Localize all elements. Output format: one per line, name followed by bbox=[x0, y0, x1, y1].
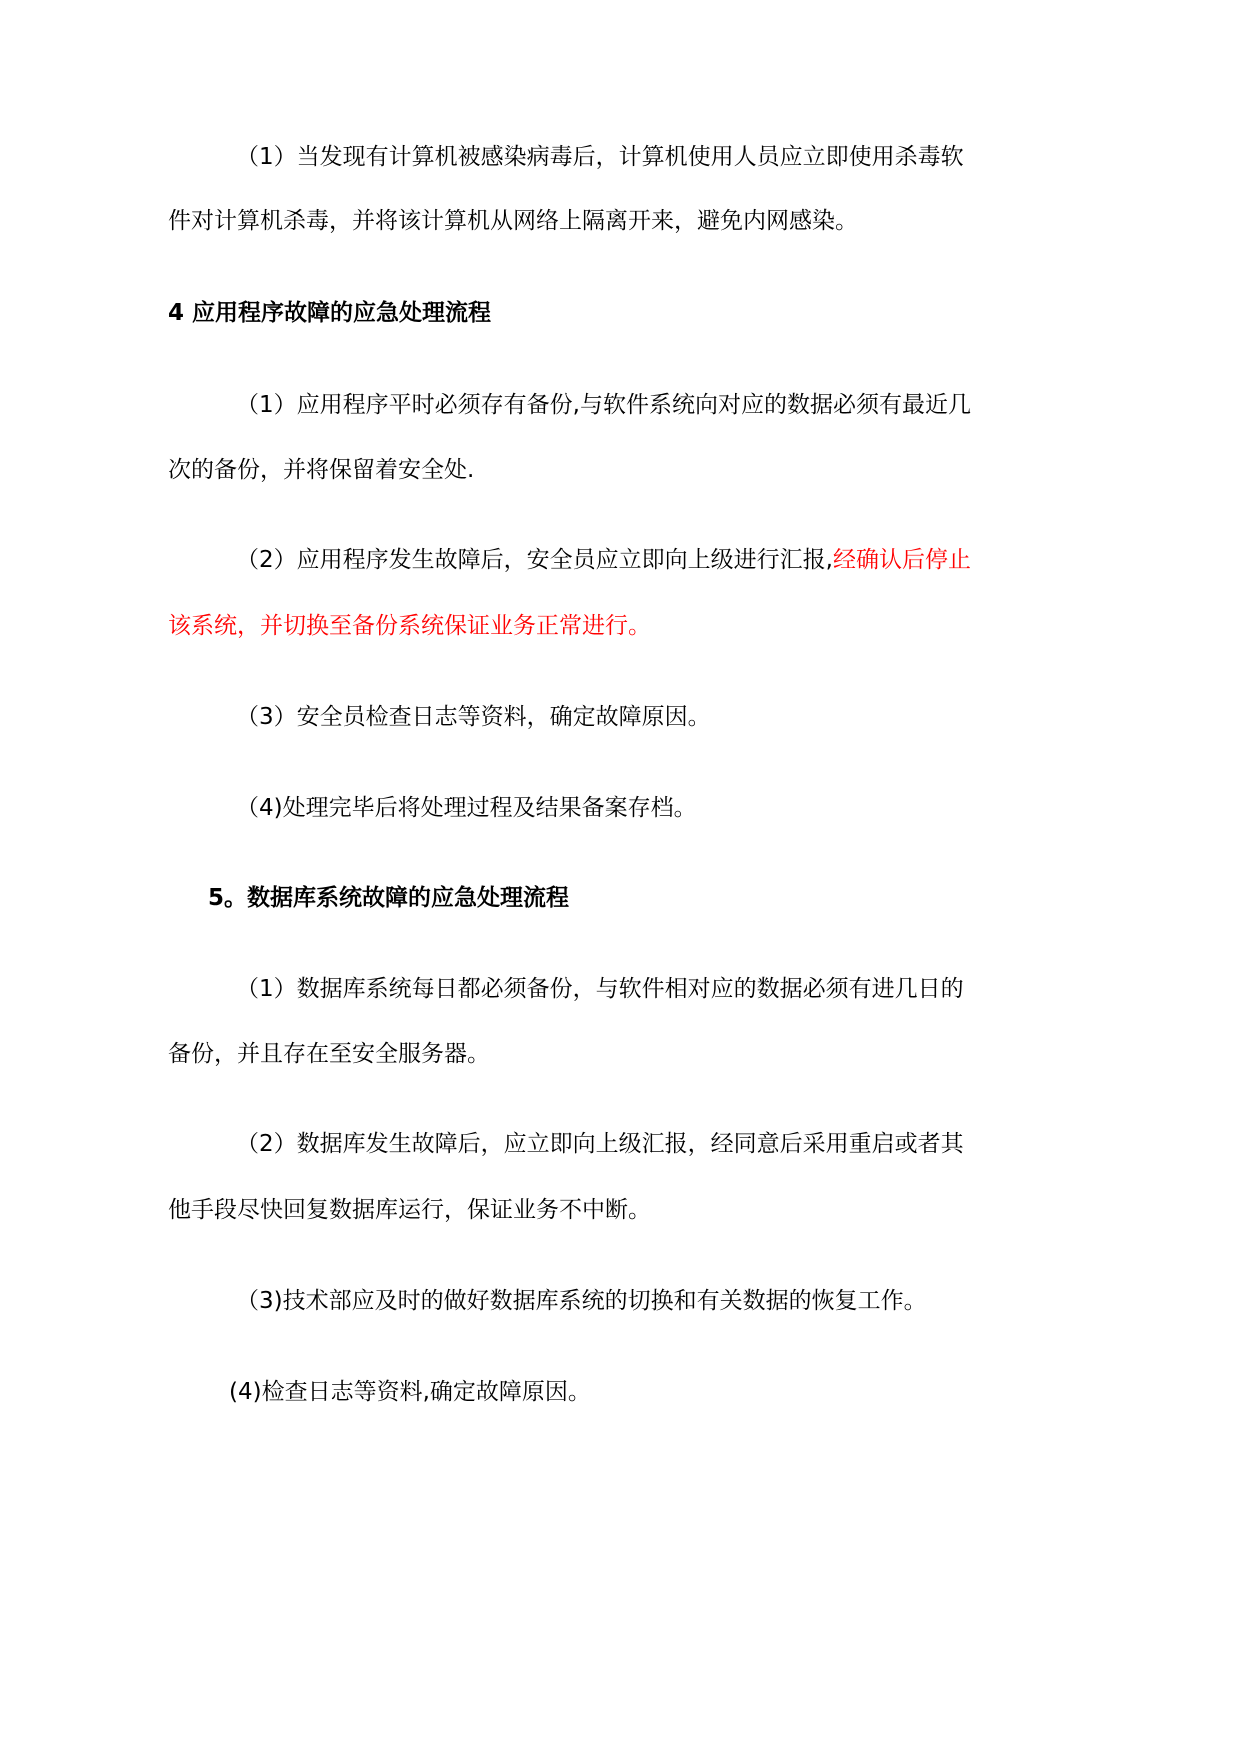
section3-item1-line1: （1）当发现有计算机被感染病毒后，计算机使用人员应立即使用杀毒软 bbox=[236, 144, 964, 170]
section5-item2-line1: （2）数据库发生故障后，应立即向上级汇报，经同意后采用重启或者其 bbox=[236, 1131, 964, 1157]
section3-item1-line2: 件对计算机杀毒，并将该计算机从网络上隔离开来，避免内网感染。 bbox=[168, 208, 858, 234]
section4-item2-highlight-text: 经确认后停止 bbox=[832, 547, 971, 573]
section4-item2-plain-text: （2）应用程序发生故障后，安全员应立即向上级进行汇报, bbox=[236, 547, 833, 573]
section4-item2-line1 bbox=[236, 545, 971, 575]
section5-item2-line2: 他手段尽快回复数据库运行，保证业务不中断。 bbox=[168, 1197, 651, 1223]
section4-heading: 4 应用程序故障的应急处理流程 bbox=[168, 300, 492, 326]
section5-item3: （3)技术部应及时的做好数据库系统的切换和有关数据的恢复工作。 bbox=[236, 1288, 927, 1314]
section5-item1-line1: （1）数据库系统每日都必须备份，与软件相对应的数据必须有进几日的 bbox=[236, 976, 964, 1002]
section4-item3: （3）安全员检查日志等资料，确定故障原因。 bbox=[236, 704, 711, 730]
section5-heading: 5。数据库系统故障的应急处理流程 bbox=[208, 885, 570, 911]
section5-item1-line2: 备份，并且存在至安全服务器。 bbox=[168, 1041, 490, 1067]
section4-item4: （4)处理完毕后将处理过程及结果备案存档。 bbox=[236, 795, 697, 821]
section4-item1-line1: （1）应用程序平时必须存有备份,与软件系统向对应的数据必须有最近几 bbox=[236, 392, 971, 418]
section4-item2-line2: 该系统，并切换至备份系统保证业务正常进行。 bbox=[168, 613, 651, 639]
section5-item4: (4)检查日志等资料,确定故障原因。 bbox=[229, 1379, 591, 1405]
section4-item1-line2: 次的备份，并将保留着安全处. bbox=[168, 457, 475, 483]
